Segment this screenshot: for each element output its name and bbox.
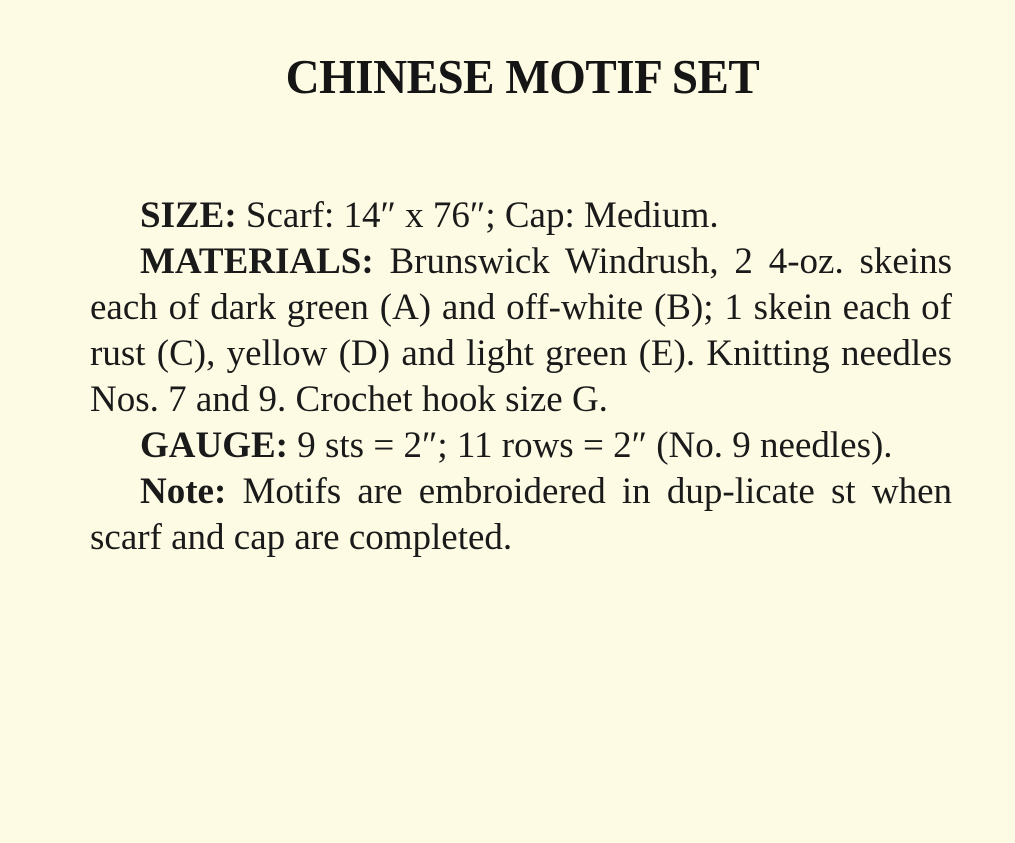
materials-paragraph <box>90 239 952 423</box>
document-title: CHINESE MOTIF SET <box>285 49 760 104</box>
gauge-text: 9 sts = 2″; 11 rows = 2″ (No. 9 needles). <box>297 425 893 466</box>
materials-label: MATERIALS: <box>140 241 374 282</box>
gauge-paragraph <box>90 423 952 469</box>
note-paragraph <box>90 469 952 561</box>
size-label: SIZE: <box>140 195 237 236</box>
document-body <box>90 193 952 561</box>
size-text: Scarf: 14″ x 76″; Cap: Medium. <box>245 195 719 236</box>
size-paragraph <box>90 193 952 239</box>
gauge-label: GAUGE: <box>140 425 288 466</box>
note-text: Motifs are embroidered in dup-licate st when scarf and cap are completed. <box>90 471 953 558</box>
materials-text: Brunswick Windrush, 2 4-oz. skeins each of dark green (A) and off-white (B); 1 skein each of rust (C), yellow (D) and light green (E). Knitting needles Nos. 7 and 9. Crochet hook size G. <box>90 241 952 420</box>
note-label: Note: <box>140 471 227 512</box>
